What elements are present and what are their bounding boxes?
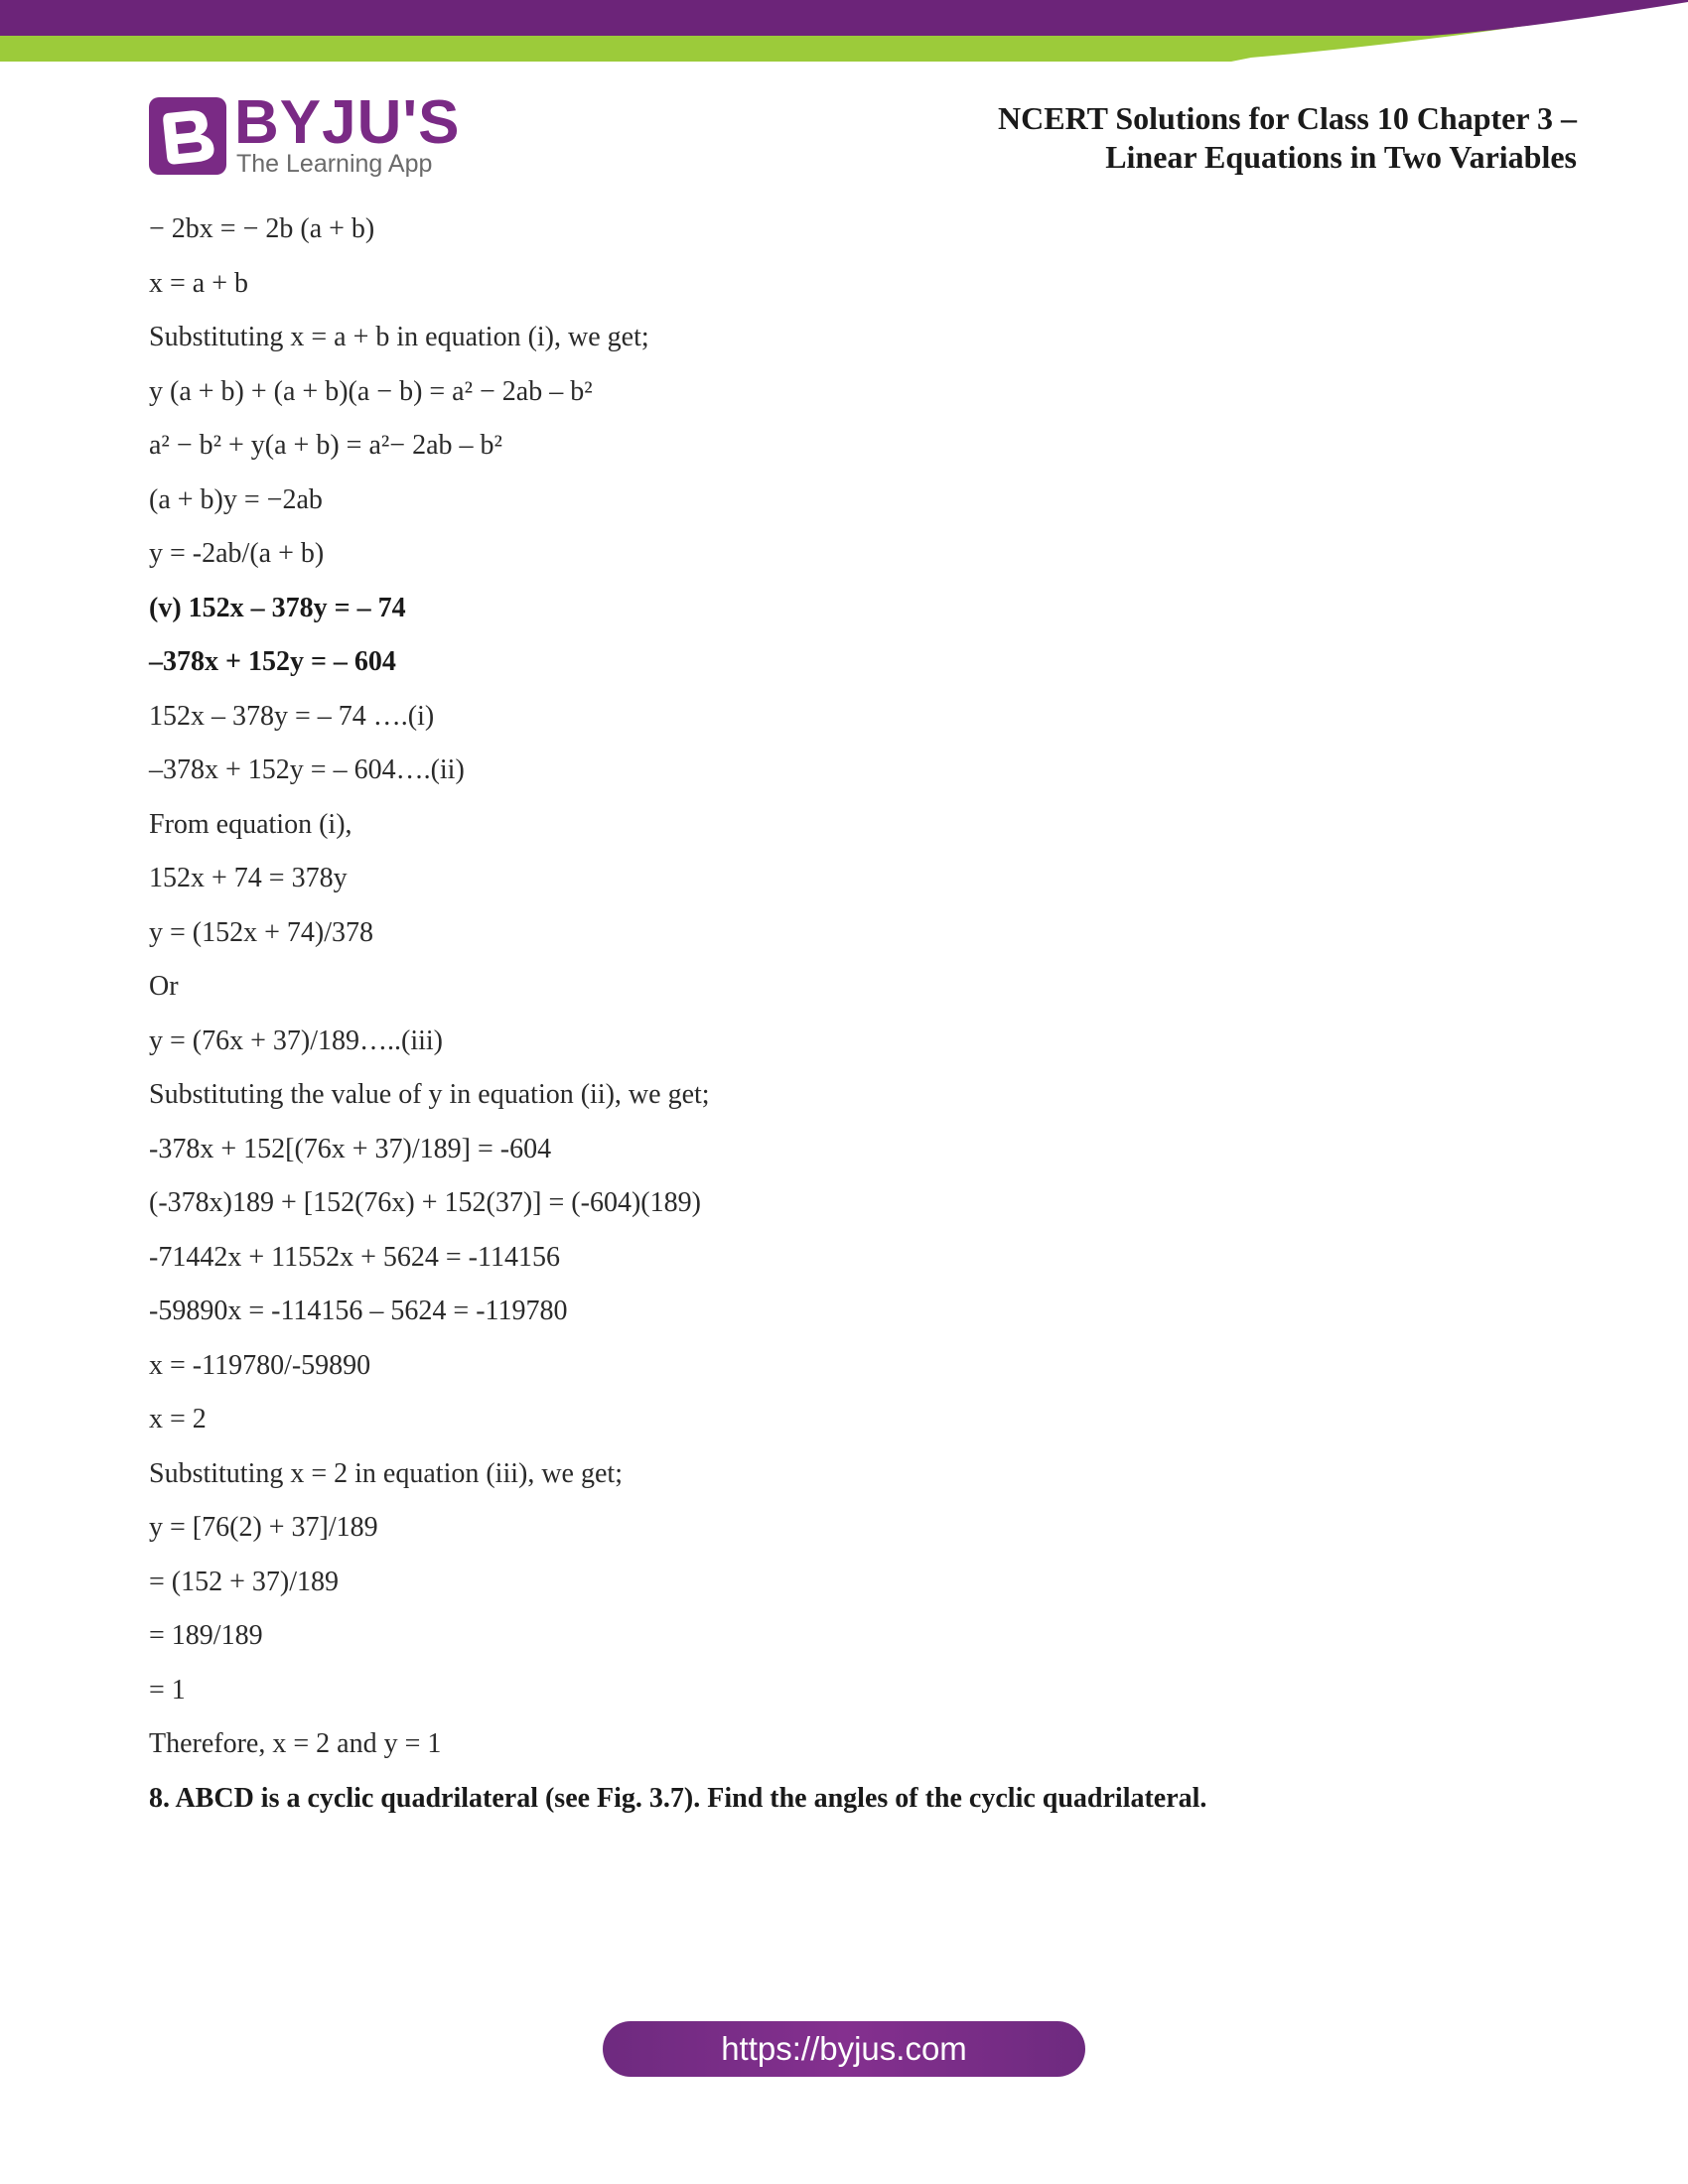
solution-line: x = -119780/-59890	[149, 1349, 371, 1381]
solution-line: Therefore, x = 2 and y = 1	[149, 1728, 442, 1759]
document-title-line-2: Linear Equations in Two Variables	[1105, 139, 1577, 175]
solution-line: Or	[149, 971, 179, 1002]
solution-line: Substituting the value of y in equation (ii), we get;	[149, 1079, 710, 1110]
solution-line: y = [76(2) + 37]/189	[149, 1512, 378, 1543]
solution-line: -378x + 152[(76x + 37)/189] = -604	[149, 1133, 552, 1164]
document-title	[683, 99, 1577, 177]
solution-line: x = a + b	[149, 267, 249, 299]
question-line: –378x + 152y = – 604	[149, 646, 396, 677]
logo-tagline: The Learning App	[236, 150, 433, 178]
solution-line: − 2bx = − 2b (a + b)	[149, 213, 375, 244]
question-line: (v) 152x – 378y = – 74	[149, 592, 406, 623]
solution-line: = 189/189	[149, 1620, 263, 1651]
solution-line: Substituting x = 2 in equation (iii), we get;	[149, 1457, 623, 1489]
solution-line: 152x – 378y = – 74 ….(i)	[149, 700, 435, 732]
header-color-band	[0, 0, 1688, 62]
byjus-logo	[149, 88, 461, 181]
solution-line: (a + b)y = −2ab	[149, 483, 323, 515]
solution-line: y (a + b) + (a + b)(a − b) = a² − 2ab – b²	[149, 375, 593, 407]
solution-line: y = (152x + 74)/378	[149, 916, 374, 948]
solution-body	[149, 207, 1539, 1831]
solution-line: x = 2	[149, 1404, 207, 1434]
solution-line: –378x + 152y = – 604….(ii)	[149, 754, 465, 785]
solution-line: = 1	[149, 1674, 186, 1706]
solution-line: a² − b² + y(a + b) = a²− 2ab – b²	[149, 430, 502, 461]
solution-line: = (152 + 37)/189	[149, 1566, 340, 1597]
question-line: 8. ABCD is a cyclic quadrilateral (see Fig. 3.7). Find the angles of the cyclic quadrilateral.	[149, 1782, 1207, 1814]
document-title-line-1: NCERT Solutions for Class 10 Chapter 3 –	[998, 100, 1577, 136]
solution-line: (-378x)189 + [152(76x) + 152(37)] = (-604)(189)	[149, 1187, 701, 1218]
solution-line: y = (76x + 37)/189…..(iii)	[149, 1024, 443, 1056]
logo-wordmark: BYJU'S	[234, 88, 461, 157]
solution-line: -71442x + 11552x + 5624 = -114156	[149, 1241, 560, 1273]
solution-line: -59890x = -114156 – 5624 = -119780	[149, 1296, 568, 1326]
footer-url-link[interactable]: https://byjus.com	[603, 2021, 1085, 2077]
logo-b-mark	[149, 97, 226, 175]
solution-line: From equation (i),	[149, 808, 352, 840]
solution-line: Substituting x = a + b in equation (i), we get;	[149, 322, 649, 352]
solution-line: 152x + 74 = 378y	[149, 863, 348, 893]
solution-line: y = -2ab/(a + b)	[149, 538, 325, 569]
